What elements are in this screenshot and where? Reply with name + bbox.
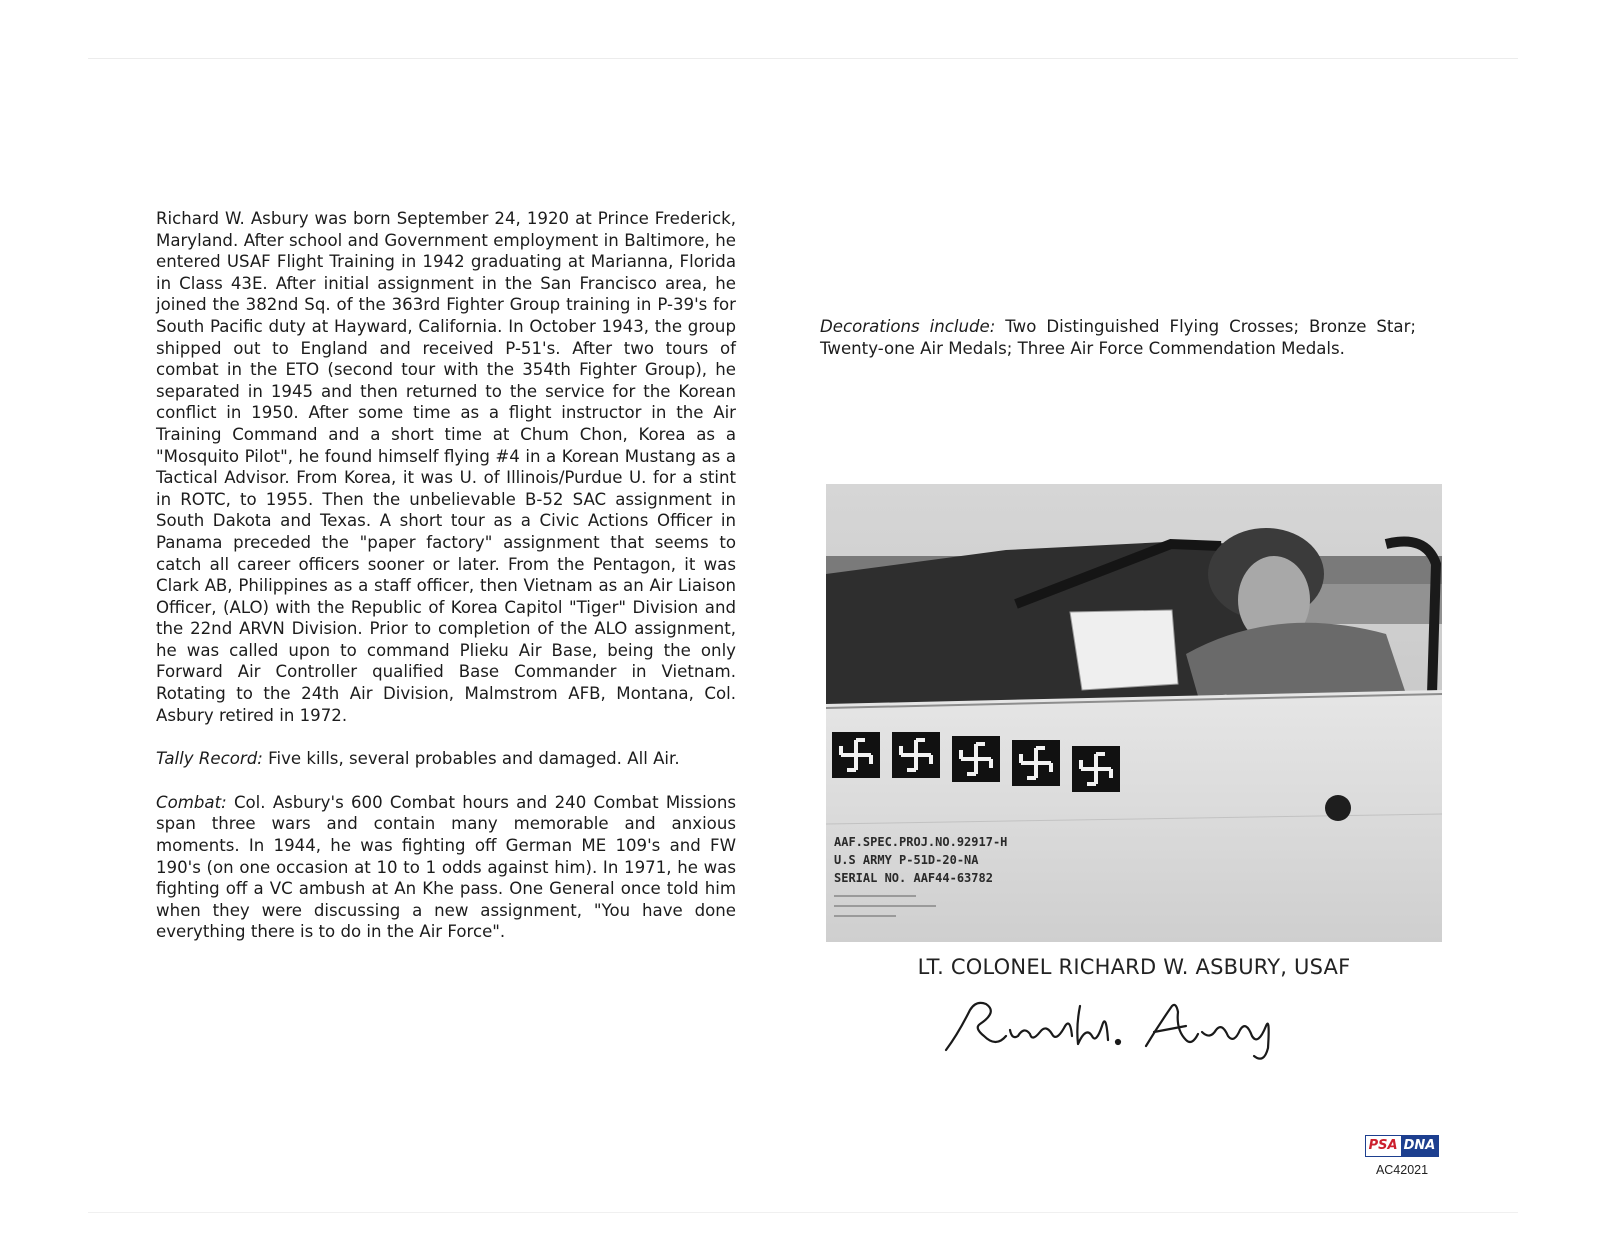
top-rule <box>88 58 1518 59</box>
p51-cockpit-illustration <box>826 484 1442 942</box>
bottom-rule <box>88 1212 1518 1213</box>
biography-column <box>156 208 736 965</box>
photo-caption: LT. COLONEL RICHARD W. ASBURY, USAF <box>917 955 1351 979</box>
decorations-paragraph <box>820 316 1416 359</box>
decorations-text: Two Distinguished Flying Crosses; Bronze Star; Twenty-one Air Medals; Three Air Force Commendation Medals. <box>820 317 1416 358</box>
psa-dna-logo <box>1365 1135 1440 1157</box>
stencil-line-1: AAF.SPEC.PROJ.NO.92917-H <box>834 835 1008 849</box>
combat-paragraph <box>156 792 736 943</box>
authentication-code: AC42021 <box>1375 1163 1429 1177</box>
tally-record-text: Five kills, several probables and damaged. All Air. <box>262 749 680 769</box>
stencil-line-2: U.S ARMY P-51D-20-NA <box>834 853 979 867</box>
signature <box>940 996 1300 1066</box>
tally-record-paragraph <box>156 748 736 770</box>
authentication-sticker <box>1352 1134 1452 1177</box>
decorations-label: Decorations include: <box>820 317 996 336</box>
stencil-line-3: SERIAL NO. AAF44-63782 <box>834 871 993 885</box>
combat-label: Combat: <box>156 792 227 812</box>
tally-record-label: Tally Record: <box>156 749 263 769</box>
pilot-photo <box>826 484 1442 942</box>
dna-logo-text: DNA <box>1401 1136 1439 1156</box>
combat-text: Col. Asbury's 600 Combat hours and 240 Combat Missions span three wars and contain many memorable and anxious moments. In 1944, he was fighting off German ME 109's and FW 190's (on one occasion at 10 to 1 odds against him). In 1971, he was fighting off a VC ambush at An Khe pass. One General once told him when they were discussing a new assignment, "You have done everything there is to do in the Air Force". <box>156 792 736 942</box>
psa-logo-text: PSA <box>1366 1136 1401 1156</box>
handwritten-signature-drawing <box>940 996 1300 1066</box>
biography-paragraph: Richard W. Asbury was born September 24, 1920 at Prince Frederick, Maryland. After school and Government employment in Baltimore, he entered USAF Flight Training in 1942 graduating at Marianna, Florida in Class 43E. After initial assignment in the San Francisco area, he joined the 382nd Sq. of the 363rd Fighter Group training in P-39's for South Pacific duty at Hayward, California. In October 1943, the group shipped out to England and received P-51's. After two tours of combat in the ETO (second tour with the 354th Fighter Group), he separated in 1945 and then returned to the service for the Korean conflict in 1950. After some time as a flight instructor in the Air Training Command and a short time at Chum Chon, Korea as a "Mosquito Pilot", he found himself flying #4 in a Korean Mustang as a Tactical Advisor. From Korea, it was U. of Illinois/Purdue U. for a stint in ROTC, to 1955. Then the unbelievable B-52 SAC assignment in South Dakota and Texas. A short tour as a Civic Actions Officer in Panama preceded the "paper factory" assignment that seems to catch all career officers sooner or later. From the Pentagon, it was Clark AB, Philippines as a staff officer, then Vietnam as an Air Liaison Officer, (ALO) with the Republic of Korea Capitol "Tiger" Division and the 22nd ARVN Division. Prior to completion of the ALO assignment, he was called upon to command Plieku Air Base, being the only Forward Air Controller qualified Base Commander in Vietnam. Rotating to the 24th Air Division, Malmstrom AFB, Montana, Col. Asbury retired in 1972. <box>156 209 736 725</box>
